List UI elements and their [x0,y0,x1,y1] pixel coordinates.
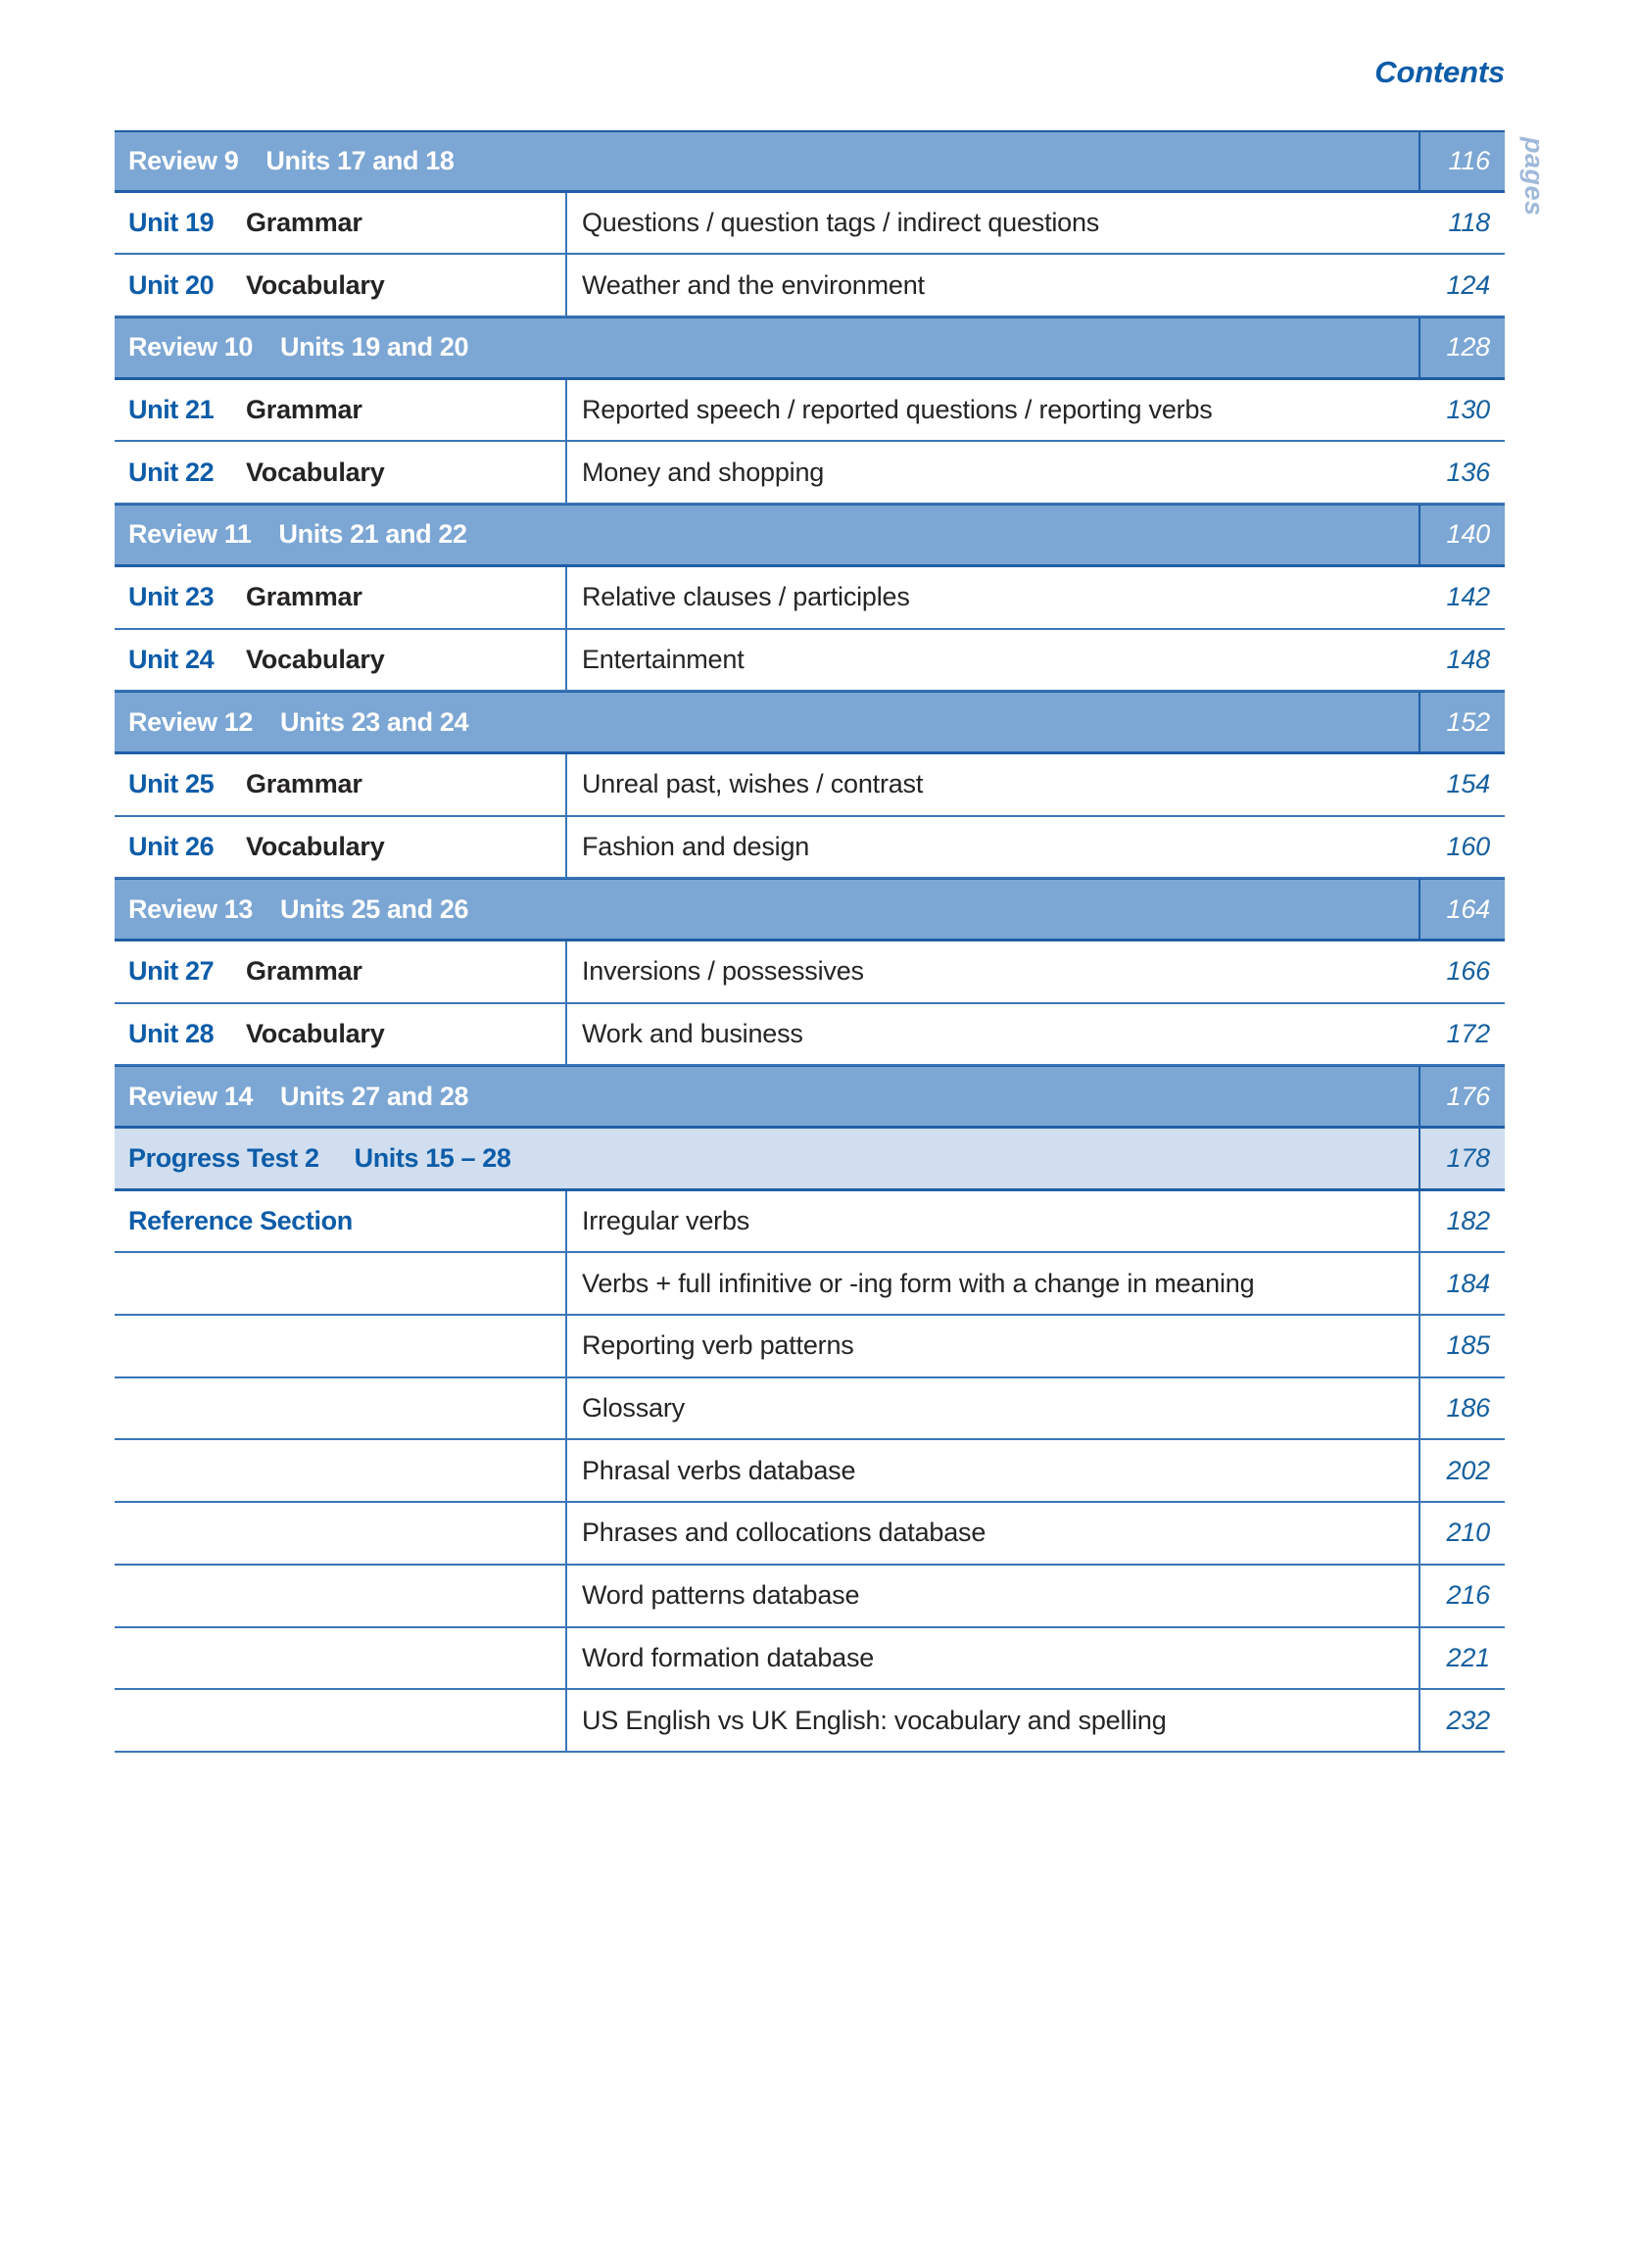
row-title-cell [115,380,565,441]
row-page-number: 160 [1446,831,1490,861]
row-category: Grammar [246,956,362,987]
band-units-range: Units 15 – 28 [354,1142,511,1173]
row-title-cell [115,1316,565,1376]
row-category: Vocabulary [246,644,385,674]
toc-row-unit-4 [115,380,1505,443]
toc-row-unit-7 [115,567,1505,630]
band-units-range: Units 21 and 22 [278,519,467,550]
row-description: Irregular verbs [565,1191,1419,1252]
toc-row-unit-2 [115,255,1505,317]
toc-row-unit-5 [115,442,1505,505]
row-title-cell [115,193,565,254]
band-title-cell [115,1129,1419,1188]
row-description: Phrases and collocations database [565,1503,1419,1564]
row-description: Word patterns database [565,1566,1419,1626]
row-page-number: 176 [1419,1067,1505,1126]
row-page-number: 178 [1419,1129,1505,1188]
row-title-cell [115,1566,565,1626]
row-page-number: 148 [1446,644,1490,674]
row-title-cell [115,1690,565,1751]
band-label: Review 11 [128,519,252,550]
toc-row-unit-10 [115,754,1505,817]
toc-row-unit-14 [115,1004,1505,1067]
row-page-number: 128 [1419,318,1505,377]
row-title-cell [115,941,565,1002]
toc-row-reference-25 [115,1690,1505,1753]
row-description: Word formation database [565,1628,1419,1689]
row-description: Verbs + full infinitive or -ing form with a change in meaning [565,1253,1419,1314]
toc-row-reference-20 [115,1378,1505,1441]
toc-row-progress-16 [115,1129,1505,1191]
row-page-number: 202 [1419,1440,1505,1501]
row-label: Unit 23 [128,582,215,612]
row-title-cell [115,567,565,628]
band-units-range: Units 27 and 28 [279,1081,469,1111]
row-page-number: 136 [1446,457,1490,487]
row-label: Unit 19 [128,208,215,238]
row-title-cell [115,1503,565,1564]
row-description: Inversions / possessives [565,941,1419,1002]
row-page-number: 221 [1419,1628,1505,1689]
row-page-number: 185 [1419,1316,1505,1376]
toc-row-reference-17 [115,1191,1505,1254]
row-description: Questions / question tags / indirect questions [565,193,1419,254]
row-category: Grammar [246,395,362,425]
band-title-cell [115,693,1419,751]
row-page-number: 166 [1446,956,1490,987]
row-title-cell [115,1378,565,1439]
row-page-number: 164 [1419,880,1505,939]
toc-row-review-6 [115,505,1505,567]
row-label: Unit 25 [128,769,215,799]
band-label: Review 13 [128,893,253,924]
row-page-number: 140 [1419,506,1505,564]
row-page-number: 216 [1419,1566,1505,1626]
band-title-cell [115,1067,1419,1126]
row-page-number: 154 [1446,769,1490,799]
row-description: Weather and the environment [565,255,1419,315]
row-category: Grammar [246,582,362,612]
row-category: Vocabulary [246,1018,385,1048]
band-label: Review 9 [128,145,239,175]
toc-row-unit-1 [115,193,1505,256]
row-label: Unit 21 [128,395,215,425]
row-page-number: 116 [1419,132,1505,190]
row-title-cell [115,1440,565,1501]
row-page-number: 210 [1419,1503,1505,1564]
toc-row-unit-8 [115,630,1505,693]
row-category: Vocabulary [246,457,385,487]
row-label: Unit 20 [128,269,215,300]
toc-row-review-12 [115,879,1505,941]
toc-row-review-15 [115,1066,1505,1129]
row-description: Reporting verb patterns [565,1316,1419,1376]
toc-row-reference-21 [115,1440,1505,1503]
band-label: Review 14 [128,1081,253,1111]
toc-row-reference-19 [115,1316,1505,1378]
row-description: Glossary [565,1378,1419,1439]
band-label: Progress Test 2 [128,1142,319,1173]
toc-row-review-3 [115,317,1505,380]
row-page-number: 118 [1448,208,1490,238]
row-page-number: 130 [1446,395,1490,425]
row-label: Unit 24 [128,644,215,674]
row-description: US English vs UK English: vocabulary and spelling [565,1690,1419,1751]
band-title-cell [115,880,1419,939]
band-title-cell [115,318,1419,377]
toc-row-reference-18 [115,1253,1505,1316]
toc-row-reference-22 [115,1503,1505,1566]
toc-row-unit-13 [115,941,1505,1004]
row-page-number: 152 [1419,693,1505,751]
row-page-number: 142 [1446,582,1490,612]
row-label: Reference Section [128,1206,353,1236]
band-title-cell [115,132,1419,190]
toc-row-unit-11 [115,817,1505,880]
band-units-range: Units 23 and 24 [279,706,469,737]
row-label: Unit 22 [128,457,215,487]
toc-row-review-9 [115,692,1505,754]
row-title-cell [115,1253,565,1314]
row-description: Fashion and design [565,817,1419,878]
row-title-cell [115,754,565,815]
row-page-number: 186 [1419,1378,1505,1439]
toc-row-reference-24 [115,1628,1505,1691]
row-page-number: 182 [1419,1191,1505,1252]
band-label: Review 10 [128,332,253,362]
band-units-range: Units 19 and 20 [279,332,469,362]
row-page-number: 172 [1446,1018,1490,1048]
row-title-cell [115,442,565,503]
row-title-cell [115,630,565,691]
page-title: Contents [1374,55,1505,89]
row-title-cell [115,1628,565,1689]
toc-row-review-0 [115,130,1505,193]
row-category: Vocabulary [246,269,385,300]
row-label: Unit 27 [128,956,215,987]
row-description: Reported speech / reported questions / reporting verbs [565,380,1419,441]
row-description: Phrasal verbs database [565,1440,1419,1501]
row-title-cell [115,817,565,878]
row-description: Work and business [565,1004,1419,1065]
row-page-number: 184 [1419,1253,1505,1314]
row-category: Grammar [246,769,362,799]
row-description: Money and shopping [565,442,1419,503]
toc-row-reference-23 [115,1566,1505,1628]
row-page-number: 232 [1419,1690,1505,1751]
row-title-cell [115,1191,565,1252]
pages-column-label: pages [1519,137,1549,217]
row-page-number: 124 [1446,269,1490,300]
band-units-range: Units 17 and 18 [265,145,455,175]
contents-table [115,130,1505,1753]
row-title-cell [115,1004,565,1065]
row-description: Relative clauses / participles [565,567,1419,628]
row-category: Vocabulary [246,831,385,861]
band-title-cell [115,506,1419,564]
row-title-cell [115,255,565,315]
row-description: Entertainment [565,630,1419,691]
row-category: Grammar [246,208,362,238]
row-label: Unit 28 [128,1018,215,1048]
band-units-range: Units 25 and 26 [279,893,469,924]
band-label: Review 12 [128,706,253,737]
row-label: Unit 26 [128,831,215,861]
row-description: Unreal past, wishes / contrast [565,754,1419,815]
